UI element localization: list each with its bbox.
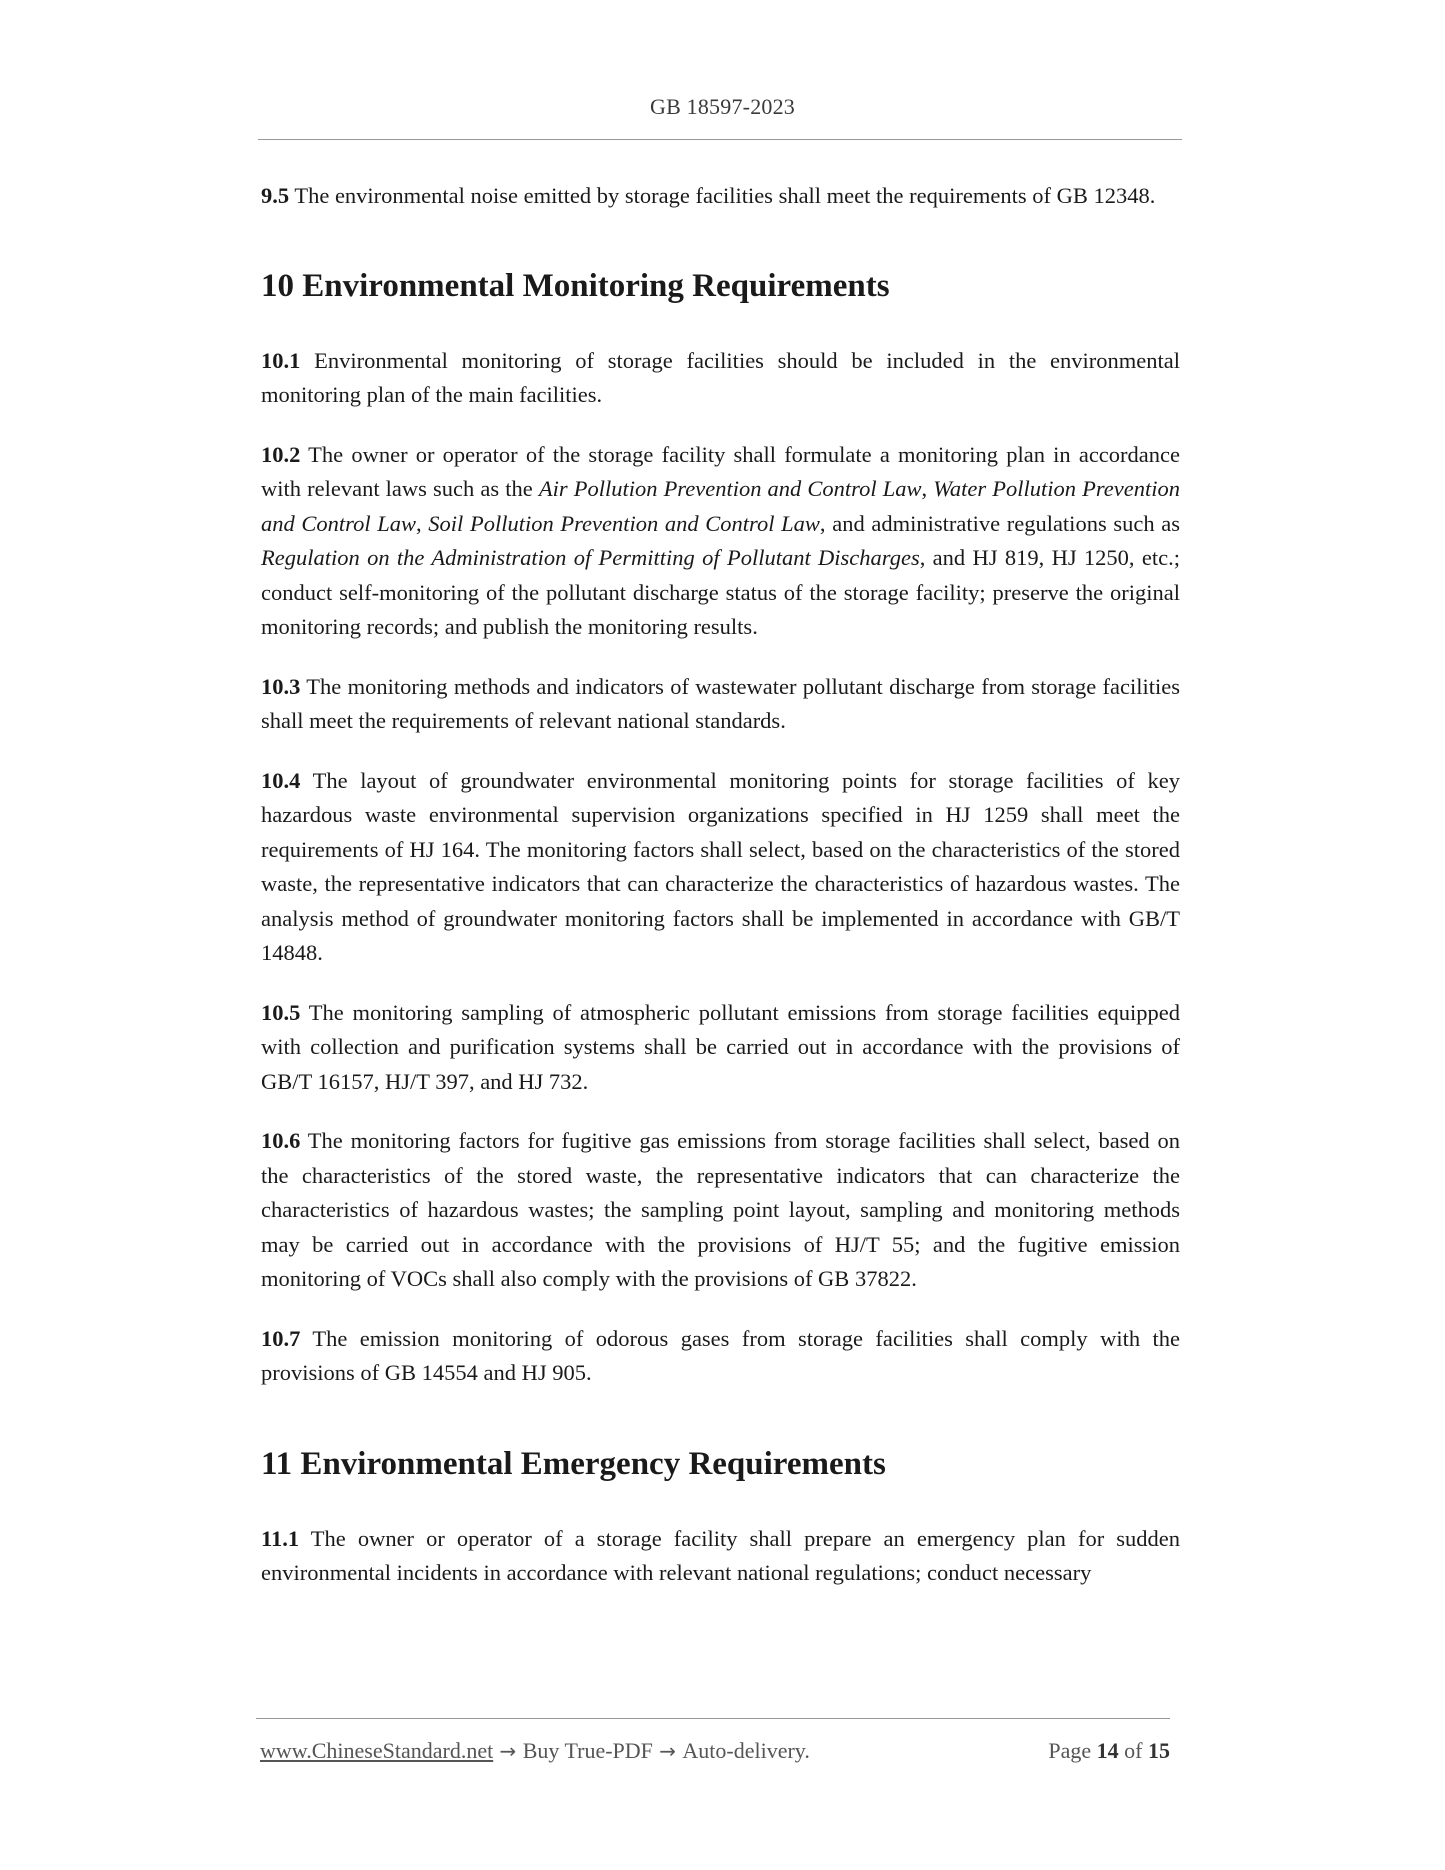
clause-number: 11.1 [261, 1525, 300, 1551]
page-footer [260, 1738, 1170, 1768]
clause-number: 10.6 [261, 1128, 301, 1153]
arrow-right-icon: → [652, 1739, 683, 1763]
law-title-air: Air Pollution Prevention and Control Law [538, 476, 922, 501]
header-divider [258, 139, 1182, 140]
clause-text: The monitoring sampling of atmospheric pollutant emissions from storage facilities equipped with collection and purification systems shall be carried out in accordance with the provisions of GB/T 16157, HJ/T 397, and HJ 732. [261, 999, 1180, 1094]
buy-pdf-text: Buy True-PDF [522, 1738, 653, 1763]
clause-text: The owner or operator of the storage facility shall formulate a monitoring plan in accordance with relevant laws such as the [261, 441, 1180, 501]
clause-number: 10.7 [261, 1325, 301, 1351]
page-number [1048, 1738, 1170, 1764]
clause-text: The emission monitoring of odorous gases from storage facilities shall comply with the provisions of GB 14554 and HJ 905. [261, 1325, 1180, 1385]
running-header: GB 18597-2023 [650, 94, 795, 119]
clause-number: 10.5 [261, 999, 301, 1025]
clause-10-2 [261, 438, 1180, 645]
clause-text: , [921, 476, 934, 501]
clause-10-6 [261, 1124, 1180, 1297]
clause-text: , [416, 510, 429, 536]
clause-text: , and HJ 819, HJ 1250, etc.; conduct self-monitoring of the pollutant discharge status of the storage facility; preserve the original monitoring records; and publish the monitoring results. [261, 545, 1180, 639]
clause-10-4 [261, 764, 1180, 971]
clause-text: The environmental noise emitted by storage facilities shall meet the requirements of GB 12348. [289, 183, 1156, 208]
clause-text: Environmental monitoring of storage facilities should be included in the environmental monitoring plan of the main facilities. [261, 347, 1180, 407]
clause-10-7 [261, 1322, 1180, 1391]
clause-number: 10.1 [261, 347, 301, 373]
clause-text: The owner or operator of a storage facility shall prepare an emergency plan for sudden environmental incidents in accordance with relevant national regulations; conduct necessary [261, 1525, 1180, 1585]
clause-number: 10.2 [261, 441, 301, 467]
clause-number: 10.3 [261, 673, 301, 699]
law-title-water: Water Pollution Prevention and Control Law [261, 476, 1181, 536]
page-total: 15 [1148, 1738, 1170, 1763]
section-heading-10: 10 Environmental Monitoring Requirements [261, 267, 890, 304]
clause-10-3 [261, 670, 1180, 739]
page-label: Page [1048, 1738, 1097, 1763]
law-title-soil: Soil Pollution Prevention and Control Law [428, 510, 820, 536]
clause-10-5 [261, 996, 1180, 1100]
clause-text: The monitoring methods and indicators of wastewater pollutant discharge from storage facilities shall meet the requirements of relevant national standards. [261, 673, 1180, 733]
clause-text: , and administrative regulations such as [819, 510, 1180, 536]
clause-11-1 [261, 1522, 1180, 1591]
clause-9-5 [261, 179, 1180, 214]
clause-number: 9.5 [261, 183, 290, 208]
of-label: of [1118, 1738, 1148, 1763]
footer-divider [256, 1718, 1170, 1719]
clause-number: 10.4 [261, 767, 301, 793]
clause-10-1 [261, 344, 1180, 413]
page-current: 14 [1096, 1738, 1119, 1763]
section-heading-11: 11 Environmental Emergency Requirements [261, 1445, 886, 1482]
website-link[interactable]: www.ChineseStandard.net [260, 1738, 494, 1763]
arrow-right-icon: → [493, 1739, 523, 1763]
footer-promo [260, 1738, 810, 1764]
document-body [261, 179, 1180, 1616]
regulation-title: Regulation on the Administration of Permitting of Pollutant Discharges [261, 545, 920, 570]
clause-text: The layout of groundwater environmental monitoring points for storage facilities of key hazardous waste environmental supervision organizations specified in HJ 1259 shall meet the requirements of HJ 164. The monitoring factors shall select, based on the characteristics of the stored waste, the representative indicators that can characterize the characteristics of hazardous wastes. The analysis method of groundwater monitoring factors shall be implemented in accordance with GB/T 14848. [261, 767, 1180, 965]
auto-delivery-text: Auto-delivery. [682, 1738, 810, 1763]
clause-text: The monitoring factors for fugitive gas emissions from storage facilities shall select, based on the characteristics of the stored waste, the representative indicators that can characterize the characteristics of hazardous wastes; the sampling point layout, sampling and monitoring methods may be carried out in accordance with the provisions of HJ/T 55; and the fugitive emission monitoring of VOCs shall also comply with the provisions of GB 37822. [261, 1128, 1180, 1291]
